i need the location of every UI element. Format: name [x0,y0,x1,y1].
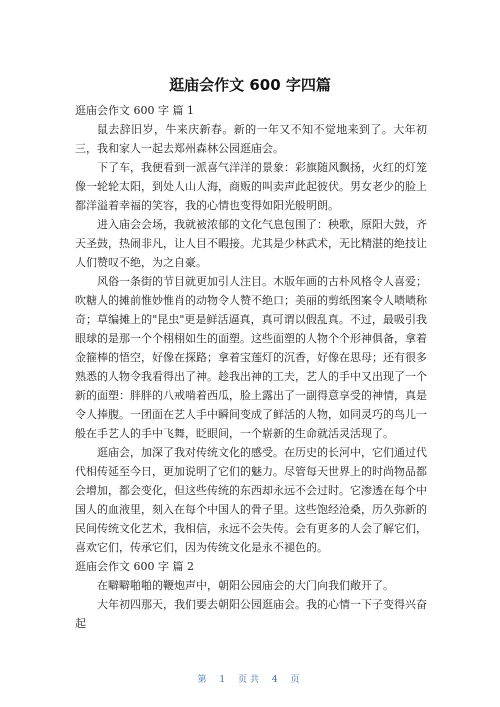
footer-prefix: 第 [197,675,210,685]
footer-suffix: 页 [290,675,303,685]
section-label-2: 逛庙会作文 600 字 篇 2 [75,560,194,573]
footer-total-pages: 4 [271,675,281,685]
document-body [75,101,427,633]
paragraph: 进入庙会会场，我就被浓郁的文化气息包围了：秧歌，原阳大鼓，齐天圣鼓，热闹非凡，让人目不暇接。尤其是少林武术，无比精湛的绝技让人们赞叹不绝，为之自豪。 [75,218,427,269]
footer-page-number: 1 [219,675,229,685]
document-title: 逛庙会作文 600 字四篇 [169,76,331,94]
paragraph: 逛庙会，加深了我对传统文化的感受。在历史的长河中，它们通过代代相传延至今日，更加说明了它们的魅力。尽管每天世界上的时尚物品都会增加，都会变化，但这些传统的东西却永远不会过时。它渗透在每个中国人的血液里，刻入在每个中国人的骨子里。这些饱经沧桑，历久弥新的民间传统文化艺术，我相信，永远不会失传。会有更多的人会了解它们，喜欢它们，传承它们，因为传统文化是永不褪色的。 [75,446,427,554]
paragraph: 大年初四那天，我们要去朝阳公园逛庙会。我的心情一下子变得兴奋起 [75,598,427,630]
paragraph: 风俗一条街的节目就更加引人注目。木版年画的古朴风格令人喜爱；吹糖人的摊前惟妙惟肖的动物令人赞不绝口；美丽的剪纸图案令人啧啧称奇；草编摊上的"昆虫"更是鲜活逼真，真可谓以假乱真。不过，最吸引我眼球的是那一个个栩栩如生的面塑。这些面塑的人物个个形神俱备，拿着金箍棒的悟空，好像在探路；拿着宝莲灯的沉香，好像在思母；还有很多熟悉的人物令我看得出了神。趁我出神的工夫，艺人的手中又出现了一个新的面塑：胖胖的八戒啃着西瓜，脸上露出了一副得意享受的神情，真是令人捧腹。一团面在艺人手中瞬间变成了鲜活的人物，如同灵巧的鸟儿一般在手艺人的手中飞舞，眨眼间，一个崭新的生命就活灵活现了。 [75,275,427,440]
paragraph: 鼠去辞旧岁，牛来庆新春。新的一年又不知不觉地来到了。大年初三，我和家人一起去郑州森林公园逛庙会。 [75,123,427,155]
section-label-1: 逛庙会作文 600 字 篇 1 [75,104,194,117]
paragraph: 在噼噼啪啪的鞭炮声中，朝阳公园庙会的大门向我们敞开了。 [97,579,394,592]
page-footer [0,672,500,685]
paragraph: 下了车，我便看到一派喜气洋洋的景象：彩旗随风飘扬，火红的灯笼像一轮轮太阳，到处人山人海，商贩的叫卖声此起彼伏。男女老少的脸上都洋溢着幸福的笑容，我的心情也变得如阳光般明朗。 [75,161,427,212]
footer-mid: 页共 [237,675,262,685]
